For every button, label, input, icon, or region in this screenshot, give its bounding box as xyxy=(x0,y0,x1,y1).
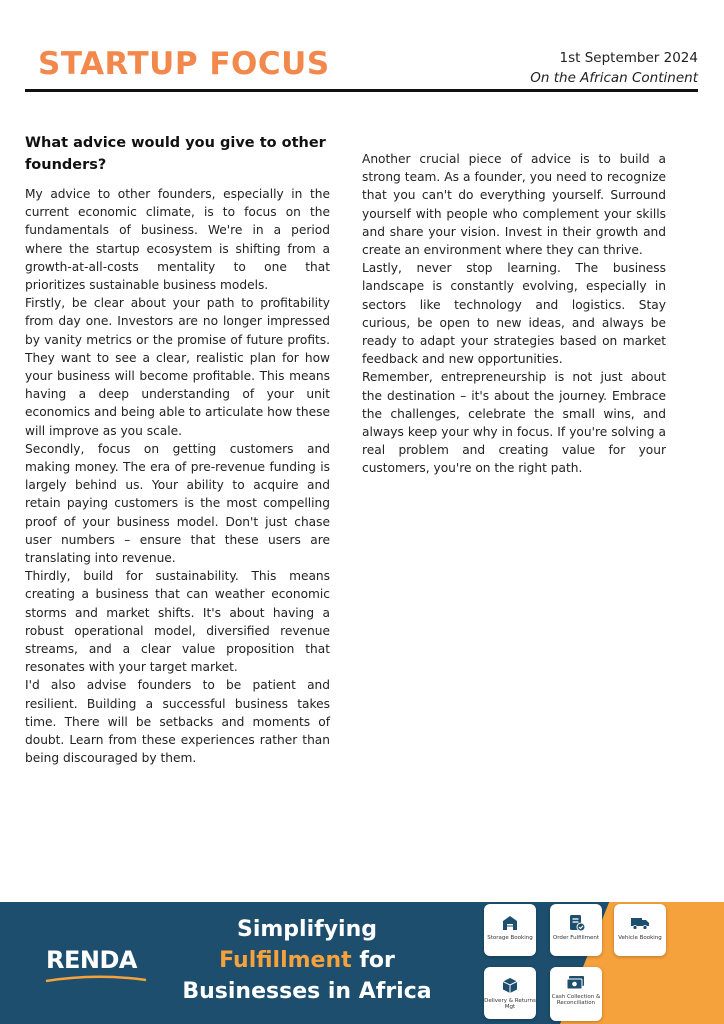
renda-logo: RENDA xyxy=(46,946,137,974)
service-label: Storage Booking xyxy=(487,935,533,941)
banner-slogan xyxy=(172,914,442,1007)
truck-icon xyxy=(630,914,650,932)
article-paragraph: My advice to other founders, especially in the current economic climate, is to focus on the fundamentals of business. We're in a period where the startup ecosystem is shifting from a growth-at-all-costs mentality to one that prioritizes sustainable business models. xyxy=(25,187,330,293)
article-paragraph: Lastly, never stop learning. The business landscape is constantly evolving, especially in sectors like technology and logistics. Stay curious, be open to new ideas, and always be ready to adapt your strategies based on market feedback and new opportunities. xyxy=(362,261,666,367)
slogan-highlight: Fulfillment xyxy=(219,948,352,973)
slogan-line-3: Businesses in Africa xyxy=(182,979,432,1004)
warehouse-icon xyxy=(500,914,520,932)
slogan-line-1: Simplifying xyxy=(236,917,377,942)
article-paragraph: I'd also advise founders to be patient and resilient. Building a successful business takes time. There will be setbacks and moments of doubt. Learn from these experiences rather than being discouraged by them. xyxy=(25,678,330,766)
service-vehicle-booking[interactable] xyxy=(614,904,666,956)
service-label: Cash Collection & Reconciliation xyxy=(551,994,601,1007)
issue-date: 1st September 2024 xyxy=(559,50,698,66)
interview-question: What advice would you give to other founders? xyxy=(25,135,326,173)
cash-icon xyxy=(566,974,586,992)
service-delivery-returns[interactable] xyxy=(484,967,536,1019)
logo-swoosh-icon xyxy=(44,975,148,983)
service-cash-collection[interactable] xyxy=(550,967,602,1021)
publication-title: STARTUP FOCUS xyxy=(38,46,330,82)
article-column-left xyxy=(25,132,330,768)
masthead xyxy=(25,38,698,92)
article-paragraph: Thirdly, build for sustainability. This means creating a business that can weather economic storms and market shifts. It's about having a robust operational model, diversified revenue streams, and a clear value proposition that resonates with your target market. xyxy=(25,569,330,675)
article-paragraph: Remember, entrepreneurship is not just about the destination – it's about the journey. Embrace the challenges, celebrate the small wins, and always keep your why in focus. If you're solving a real problem and creating value for your customers, you're on the right path. xyxy=(362,370,666,476)
article-paragraph: Secondly, focus on getting customers and making money. The era of pre-revenue funding is largely behind us. Your ability to acquire and retain paying customers is the most compelling proof of your business model. Don't just chase user numbers – ensure that these users are translating into revenue. xyxy=(25,441,330,566)
slogan-line-2 xyxy=(172,945,442,976)
slogan-line-2-rest: for xyxy=(351,948,395,973)
service-order-fulfillment[interactable] xyxy=(550,904,602,956)
service-label: Delivery & Returns Mgt xyxy=(484,998,536,1011)
article-column-right xyxy=(362,150,666,478)
service-label: Vehicle Booking xyxy=(618,935,662,941)
article-paragraph: Firstly, be clear about your path to profitability from day one. Investors are no longer impressed by vanity metrics or the promise of future profits. They want to see a clear, realistic plan for how your business will become profitable. This means having a deep understanding of your unit economics and being able to articulate how these will improve as you scale. xyxy=(25,296,330,438)
service-storage-booking[interactable] xyxy=(484,904,536,956)
order-check-icon xyxy=(566,914,586,932)
issue-region: On the African Continent xyxy=(530,70,698,86)
service-label: Order Fulfillment xyxy=(552,935,600,941)
package-icon xyxy=(500,977,520,995)
article-paragraph: Another crucial piece of advice is to build a strong team. As a founder, you need to recognize that you can't do everything yourself. Surround yourself with people who complement your skills and share your vision. Invest in their growth and create an environment where they can thrive. xyxy=(362,152,666,258)
